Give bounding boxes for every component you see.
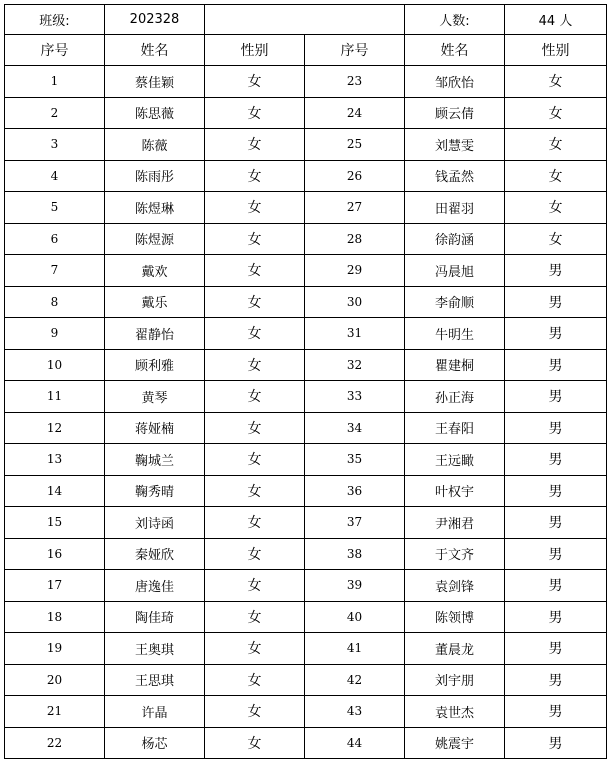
table-row (5, 475, 607, 507)
table-row (5, 381, 607, 413)
header-gender-left: 性别 (205, 35, 305, 66)
name-cell: 李俞顺 (405, 286, 505, 318)
seq-cell: 17 (5, 570, 105, 602)
gender-cell: 女 (205, 286, 305, 318)
name-cell: 杨芯 (105, 727, 205, 759)
seq-cell: 26 (305, 160, 405, 192)
name-cell: 顾云倩 (405, 97, 505, 129)
seq-cell: 22 (5, 727, 105, 759)
name-cell: 徐韵涵 (405, 223, 505, 255)
name-cell: 姚震宇 (405, 727, 505, 759)
seq-cell: 19 (5, 633, 105, 665)
name-cell: 冯晨旭 (405, 255, 505, 287)
table-row (5, 570, 607, 602)
name-cell: 唐逸佳 (105, 570, 205, 602)
gender-cell: 男 (505, 286, 607, 318)
seq-cell: 41 (305, 633, 405, 665)
name-cell: 袁世杰 (405, 696, 505, 728)
gender-cell: 女 (205, 601, 305, 633)
table-row (5, 66, 607, 98)
table-row (5, 412, 607, 444)
gender-cell: 男 (505, 538, 607, 570)
gender-cell: 女 (505, 192, 607, 224)
table-row (5, 696, 607, 728)
table-row (5, 318, 607, 350)
table-row (5, 286, 607, 318)
seq-cell: 31 (305, 318, 405, 350)
table-row (5, 223, 607, 255)
name-cell: 陈雨彤 (105, 160, 205, 192)
roster-body (5, 5, 607, 759)
name-cell: 叶权宇 (405, 475, 505, 507)
gender-cell: 女 (205, 349, 305, 381)
seq-cell: 7 (5, 255, 105, 287)
table-row (5, 97, 607, 129)
gender-cell: 女 (505, 97, 607, 129)
count-label: 人数: (405, 5, 505, 35)
name-cell: 田翟羽 (405, 192, 505, 224)
gender-cell: 男 (505, 475, 607, 507)
name-cell: 瞿建桐 (405, 349, 505, 381)
gender-cell: 女 (205, 444, 305, 476)
seq-cell: 42 (305, 664, 405, 696)
name-cell: 戴欢 (105, 255, 205, 287)
table-row (5, 601, 607, 633)
gender-cell: 男 (505, 318, 607, 350)
seq-cell: 13 (5, 444, 105, 476)
name-cell: 黄琴 (105, 381, 205, 413)
name-cell: 王春阳 (405, 412, 505, 444)
gender-cell: 男 (505, 570, 607, 602)
gender-cell: 女 (205, 727, 305, 759)
seq-cell: 6 (5, 223, 105, 255)
header-seq-left: 序号 (5, 35, 105, 66)
name-cell: 翟静怡 (105, 318, 205, 350)
gender-cell: 女 (205, 412, 305, 444)
name-cell: 顾利雅 (105, 349, 205, 381)
seq-cell: 39 (305, 570, 405, 602)
seq-cell: 34 (305, 412, 405, 444)
gender-cell: 女 (205, 664, 305, 696)
gender-cell: 男 (505, 255, 607, 287)
table-row (5, 349, 607, 381)
gender-cell: 男 (505, 444, 607, 476)
gender-cell: 女 (205, 475, 305, 507)
gender-cell: 女 (205, 538, 305, 570)
table-row (5, 727, 607, 759)
seq-cell: 43 (305, 696, 405, 728)
table-row (5, 129, 607, 161)
count-value: 44 人 (505, 5, 607, 35)
seq-cell: 10 (5, 349, 105, 381)
name-cell: 陈薇 (105, 129, 205, 161)
seq-cell: 36 (305, 475, 405, 507)
column-header-row (5, 35, 607, 66)
gender-cell: 女 (505, 66, 607, 98)
gender-cell: 男 (505, 381, 607, 413)
name-cell: 陶佳琦 (105, 601, 205, 633)
seq-cell: 30 (305, 286, 405, 318)
gender-cell: 女 (205, 381, 305, 413)
gender-cell: 男 (505, 507, 607, 539)
seq-cell: 38 (305, 538, 405, 570)
seq-cell: 40 (305, 601, 405, 633)
header-name-right: 姓名 (405, 35, 505, 66)
name-cell: 戴乐 (105, 286, 205, 318)
name-cell: 王奥琪 (105, 633, 205, 665)
table-row (5, 444, 607, 476)
seq-cell: 16 (5, 538, 105, 570)
gender-cell: 女 (205, 129, 305, 161)
name-cell: 刘宇朋 (405, 664, 505, 696)
seq-cell: 32 (305, 349, 405, 381)
name-cell: 陈领博 (405, 601, 505, 633)
name-cell: 董晨龙 (405, 633, 505, 665)
gender-cell: 女 (505, 129, 607, 161)
class-label: 班级: (5, 5, 105, 35)
name-cell: 刘慧雯 (405, 129, 505, 161)
table-row (5, 538, 607, 570)
seq-cell: 1 (5, 66, 105, 98)
table-row (5, 192, 607, 224)
seq-cell: 20 (5, 664, 105, 696)
seq-cell: 18 (5, 601, 105, 633)
seq-cell: 24 (305, 97, 405, 129)
name-cell: 蒋娅楠 (105, 412, 205, 444)
gender-cell: 女 (505, 223, 607, 255)
name-cell: 刘诗函 (105, 507, 205, 539)
name-cell: 秦娅欣 (105, 538, 205, 570)
name-cell: 袁剑锋 (405, 570, 505, 602)
name-cell: 王思琪 (105, 664, 205, 696)
seq-cell: 37 (305, 507, 405, 539)
gender-cell: 女 (205, 192, 305, 224)
name-cell: 孙正海 (405, 381, 505, 413)
name-cell: 尹湘君 (405, 507, 505, 539)
header-name-left: 姓名 (105, 35, 205, 66)
gender-cell: 女 (205, 507, 305, 539)
name-cell: 牛明生 (405, 318, 505, 350)
table-row (5, 255, 607, 287)
gender-cell: 女 (505, 160, 607, 192)
table-row (5, 160, 607, 192)
gender-cell: 女 (205, 97, 305, 129)
name-cell: 于文齐 (405, 538, 505, 570)
name-cell: 鞠秀晴 (105, 475, 205, 507)
seq-cell: 27 (305, 192, 405, 224)
header-seq-right: 序号 (305, 35, 405, 66)
gender-cell: 女 (205, 223, 305, 255)
name-cell: 邹欣怡 (405, 66, 505, 98)
table-row (5, 507, 607, 539)
gender-cell: 男 (505, 696, 607, 728)
seq-cell: 11 (5, 381, 105, 413)
seq-cell: 5 (5, 192, 105, 224)
seq-cell: 44 (305, 727, 405, 759)
seq-cell: 9 (5, 318, 105, 350)
gender-cell: 女 (205, 633, 305, 665)
seq-cell: 15 (5, 507, 105, 539)
seq-cell: 2 (5, 97, 105, 129)
name-cell: 蔡佳颖 (105, 66, 205, 98)
gender-cell: 女 (205, 255, 305, 287)
seq-cell: 33 (305, 381, 405, 413)
seq-cell: 4 (5, 160, 105, 192)
seq-cell: 14 (5, 475, 105, 507)
class-roster-table (4, 4, 607, 759)
class-value: 202328 (105, 5, 205, 35)
gender-cell: 男 (505, 664, 607, 696)
header-gender-right: 性别 (505, 35, 607, 66)
seq-cell: 25 (305, 129, 405, 161)
seq-cell: 3 (5, 129, 105, 161)
name-cell: 许晶 (105, 696, 205, 728)
seq-cell: 29 (305, 255, 405, 287)
name-cell: 陈煜琳 (105, 192, 205, 224)
name-cell: 王远瞰 (405, 444, 505, 476)
name-cell: 鞠城兰 (105, 444, 205, 476)
name-cell: 钱孟然 (405, 160, 505, 192)
info-blank-cell (205, 5, 405, 35)
gender-cell: 男 (505, 633, 607, 665)
gender-cell: 女 (205, 570, 305, 602)
gender-cell: 男 (505, 349, 607, 381)
seq-cell: 28 (305, 223, 405, 255)
seq-cell: 8 (5, 286, 105, 318)
seq-cell: 35 (305, 444, 405, 476)
gender-cell: 男 (505, 412, 607, 444)
gender-cell: 男 (505, 727, 607, 759)
table-row (5, 633, 607, 665)
gender-cell: 女 (205, 66, 305, 98)
gender-cell: 男 (505, 601, 607, 633)
gender-cell: 女 (205, 160, 305, 192)
seq-cell: 21 (5, 696, 105, 728)
name-cell: 陈煜源 (105, 223, 205, 255)
table-row (5, 664, 607, 696)
class-info-row (5, 5, 607, 35)
seq-cell: 12 (5, 412, 105, 444)
gender-cell: 女 (205, 318, 305, 350)
gender-cell: 女 (205, 696, 305, 728)
name-cell: 陈思薇 (105, 97, 205, 129)
seq-cell: 23 (305, 66, 405, 98)
